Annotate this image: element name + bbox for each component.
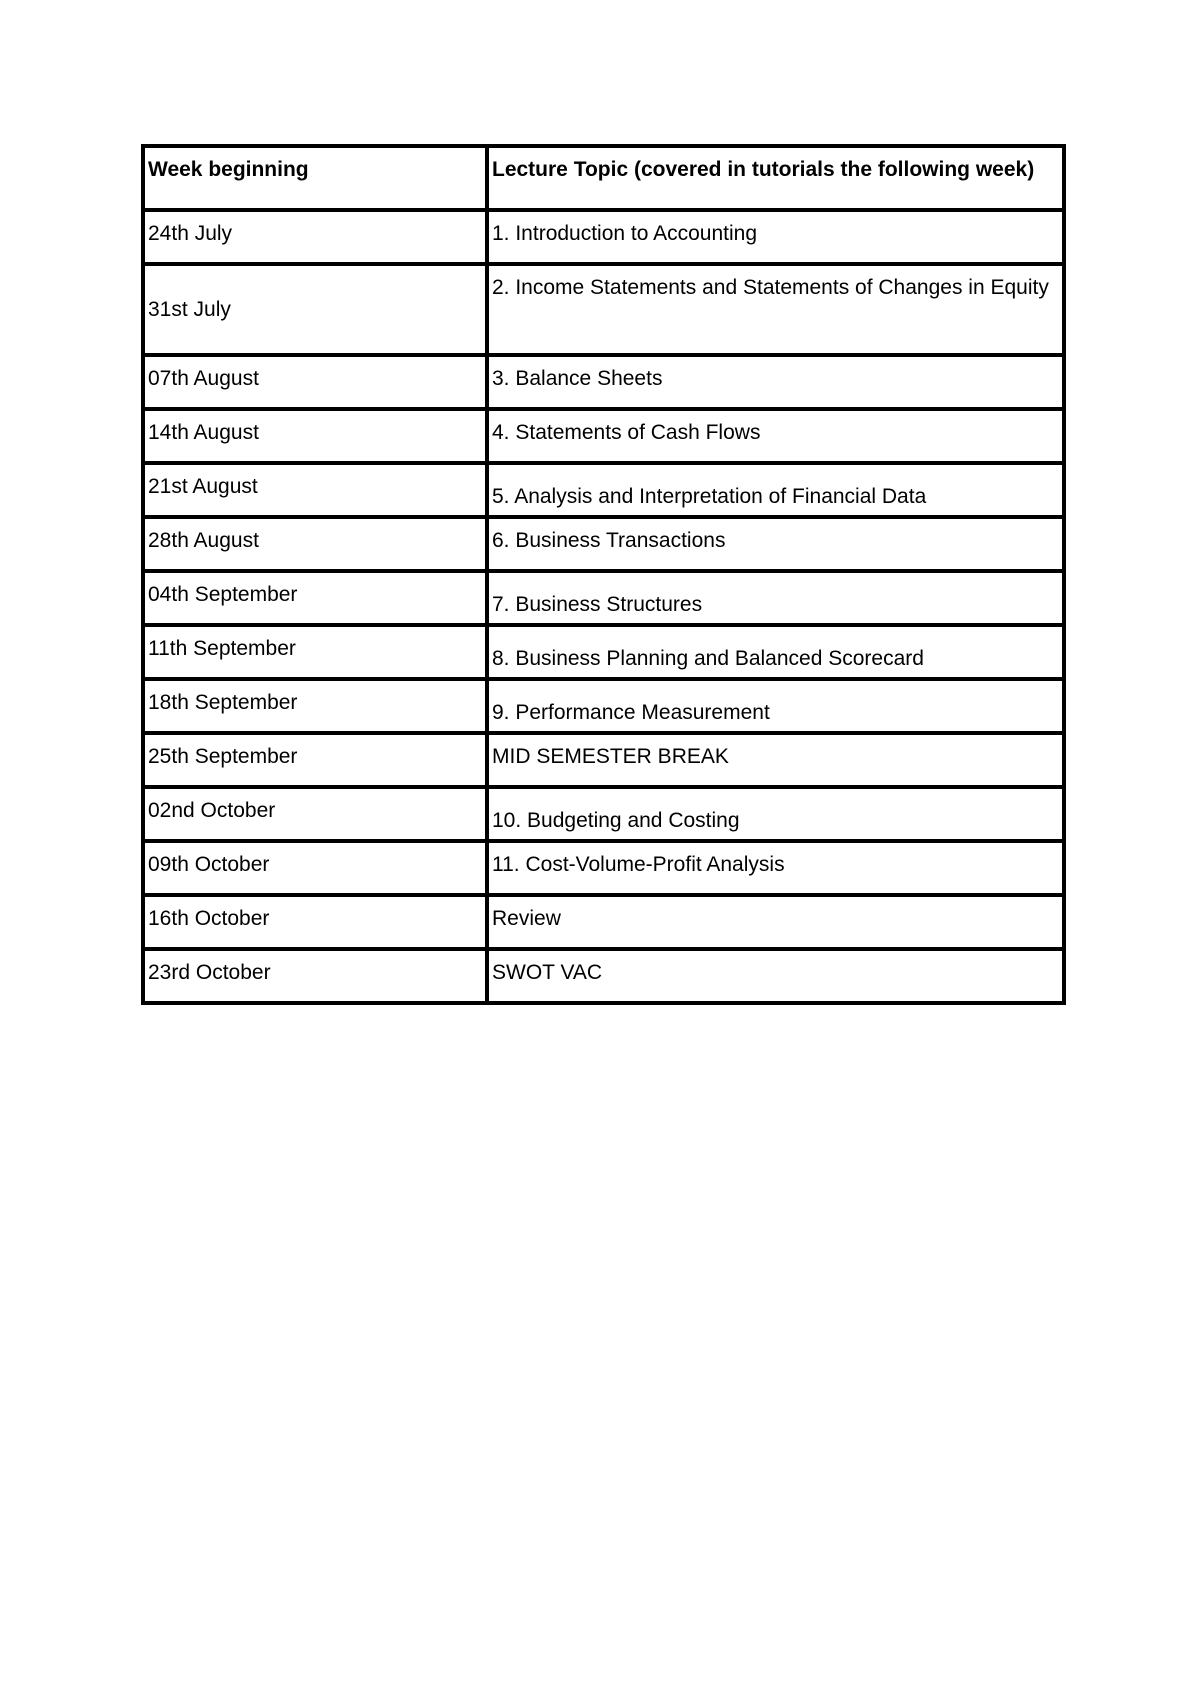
topic-cell: MID SEMESTER BREAK <box>487 733 1064 787</box>
topic-cell: Review <box>487 895 1064 949</box>
table-row <box>143 895 1064 949</box>
week-cell: 23rd October <box>143 949 487 1003</box>
table-row <box>143 787 1064 841</box>
week-cell: 07th August <box>143 355 487 409</box>
topic-cell: 4. Statements of Cash Flows <box>487 409 1064 463</box>
topic-cell: 11. Cost-Volume-Profit Analysis <box>487 841 1064 895</box>
week-cell: 04th September <box>143 571 487 625</box>
table-row <box>143 679 1064 733</box>
table-row <box>143 949 1064 1003</box>
table-row <box>143 517 1064 571</box>
table-row <box>143 841 1064 895</box>
week-cell: 14th August <box>143 409 487 463</box>
week-cell: 09th October <box>143 841 487 895</box>
header-week-beginning: Week beginning <box>143 146 487 210</box>
week-cell: 31st July <box>143 264 487 355</box>
topic-cell: 2. Income Statements and Statements of Changes in Equity <box>487 264 1064 355</box>
header-lecture-topic: Lecture Topic (covered in tutorials the following week) <box>487 146 1064 210</box>
table-header-row <box>143 146 1064 210</box>
topic-cell: 7. Business Structures <box>487 571 1064 625</box>
table-row <box>143 463 1064 517</box>
topic-cell: SWOT VAC <box>487 949 1064 1003</box>
table-row <box>143 625 1064 679</box>
topic-cell: 6. Business Transactions <box>487 517 1064 571</box>
topic-cell: 5. Analysis and Interpretation of Financial Data <box>487 463 1064 517</box>
week-cell: 21st August <box>143 463 487 517</box>
table-row <box>143 264 1064 355</box>
week-cell: 16th October <box>143 895 487 949</box>
week-cell: 24th July <box>143 210 487 264</box>
topic-cell: 3. Balance Sheets <box>487 355 1064 409</box>
table-row <box>143 571 1064 625</box>
table-row <box>143 210 1064 264</box>
topic-cell: 10. Budgeting and Costing <box>487 787 1064 841</box>
lecture-schedule-table <box>141 144 1066 1005</box>
topic-cell: 9. Performance Measurement <box>487 679 1064 733</box>
table-row <box>143 733 1064 787</box>
table-row <box>143 355 1064 409</box>
week-cell: 28th August <box>143 517 487 571</box>
week-cell: 11th September <box>143 625 487 679</box>
topic-cell: 1. Introduction to Accounting <box>487 210 1064 264</box>
week-cell: 02nd October <box>143 787 487 841</box>
week-cell: 25th September <box>143 733 487 787</box>
table-row <box>143 409 1064 463</box>
topic-cell: 8. Business Planning and Balanced Scorecard <box>487 625 1064 679</box>
week-cell: 18th September <box>143 679 487 733</box>
